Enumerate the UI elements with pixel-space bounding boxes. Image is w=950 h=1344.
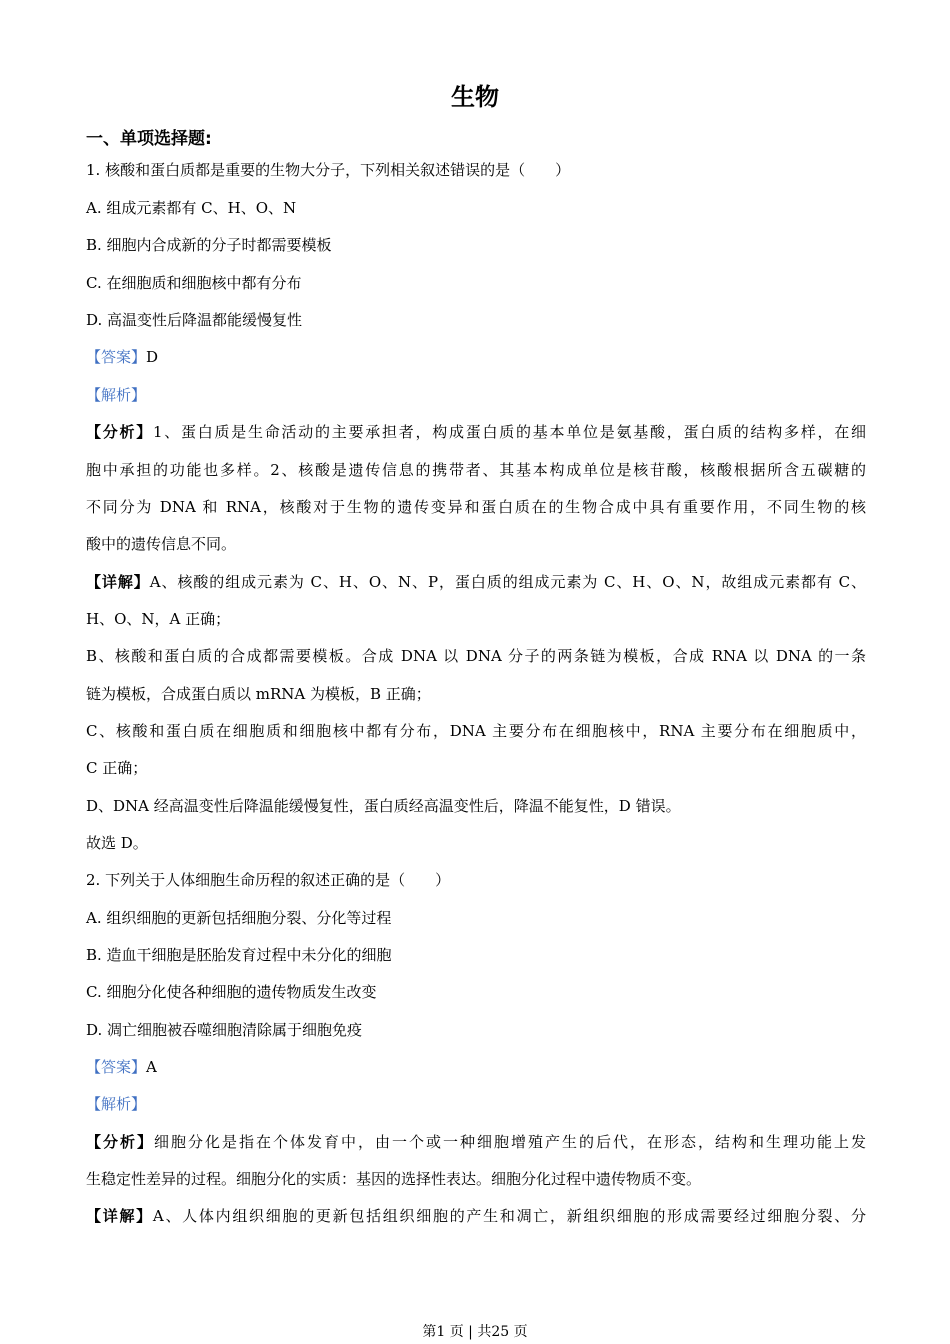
question-1-xiangjie-line: 故选 D。 bbox=[86, 834, 148, 852]
question-1-xiangjie-line bbox=[86, 569, 866, 595]
question-1-stem: 1. 核酸和蛋白质都是重要的生物大分子，下列相关叙述错误的是（ ） bbox=[86, 161, 571, 179]
question-1-fenxi-line bbox=[86, 419, 866, 445]
xiangjie-text: A、人体内组织细胞的更新包括组织细胞的产生和凋亡，新组织细胞的形成需要经过细胞分裂、分 bbox=[152, 1207, 866, 1225]
question-2-fenxi-line: 生稳定性差异的过程。细胞分化的实质：基因的选择性表达。细胞分化过程中遗传物质不变。 bbox=[86, 1170, 702, 1188]
question-1-xiangjie-line: C、核酸和蛋白质在细胞质和细胞核中都有分布，DNA 主要分布在细胞核中，RNA 主要分布在细胞质中， bbox=[86, 722, 866, 740]
question-1-analysis-label: 【解析】 bbox=[86, 386, 147, 404]
question-2-analysis-label: 【解析】 bbox=[86, 1095, 147, 1113]
question-1-option-c: C. 在细胞质和细胞核中都有分布 bbox=[86, 274, 302, 292]
answer-label: 【答案】 bbox=[86, 348, 147, 366]
question-1-xiangjie-line: H、O、N，A 正确； bbox=[86, 610, 231, 628]
xiangjie-text: A、核酸的组成元素为 C、H、O、N、P，蛋白质的组成元素为 C、H、O、N，故组成元素都有 C、 bbox=[149, 573, 866, 591]
xiangjie-label: 【详解】 bbox=[86, 1207, 153, 1225]
question-2-stem: 2. 下列关于人体细胞生命历程的叙述正确的是（ ） bbox=[86, 871, 451, 889]
fenxi-text: 细胞分化是指在个体发育中，由一个或一种细胞增殖产生的后代，在形态，结构和生理功能上发 bbox=[154, 1133, 866, 1151]
question-1-answer bbox=[86, 344, 866, 370]
question-2-option-b: B. 造血干细胞是胚胎发育过程中未分化的细胞 bbox=[86, 946, 392, 964]
question-1-option-b: B. 细胞内合成新的分子时都需要模板 bbox=[86, 236, 332, 254]
question-2-option-a: A. 组织细胞的更新包括细胞分裂、分化等过程 bbox=[86, 909, 392, 927]
answer-value: A bbox=[146, 1058, 157, 1076]
question-1-fenxi-line: 胞中承担的功能也多样。2、核酸是遗传信息的携带者、其基本构成单位是核苷酸，核酸根据所含五碳糖的 bbox=[86, 461, 866, 479]
fenxi-label: 【分析】 bbox=[86, 1133, 154, 1151]
question-1-fenxi-line: 不同分为 DNA 和 RNA，核酸对于生物的遗传变异和蛋白质在的生物合成中具有重要作用，不同生物的核 bbox=[86, 498, 866, 516]
section-heading: 一、单项选择题: bbox=[86, 129, 212, 149]
question-2-answer bbox=[86, 1054, 866, 1080]
fenxi-text: 1、蛋白质是生命活动的主要承担者，构成蛋白质的基本单位是氨基酸，蛋白质的结构多样，在细 bbox=[153, 423, 866, 441]
answer-value: D bbox=[146, 348, 159, 366]
question-2-option-c: C. 细胞分化使各种细胞的遗传物质发生改变 bbox=[86, 983, 377, 1001]
page-footer: 第1 页 | 共25 页 bbox=[422, 1324, 528, 1340]
question-1-option-d: D. 高温变性后降温都能缓慢复性 bbox=[86, 311, 303, 329]
question-1-xiangjie-line: C 正确； bbox=[86, 759, 148, 777]
xiangjie-label: 【详解】 bbox=[86, 573, 150, 591]
question-1-option-a: A. 组成元素都有 C、H、O、N bbox=[86, 199, 297, 217]
question-1-xiangjie-line: 链为模板，合成蛋白质以 mRNA 为模板，B 正确； bbox=[86, 685, 431, 703]
question-2-xiangjie-line bbox=[86, 1203, 866, 1229]
question-1-fenxi-line: 酸中的遗传信息不同。 bbox=[86, 535, 237, 553]
question-2-fenxi-line bbox=[86, 1129, 866, 1155]
question-1-xiangjie-line: B、核酸和蛋白质的合成都需要模板。合成 DNA 以 DNA 分子的两条链为模板，合成 RNA 以 DNA 的一条 bbox=[86, 647, 866, 665]
page-title: 生物 bbox=[451, 83, 499, 111]
answer-label: 【答案】 bbox=[86, 1058, 147, 1076]
question-2-option-d: D. 凋亡细胞被吞噬细胞清除属于细胞免疫 bbox=[86, 1021, 363, 1039]
fenxi-label: 【分析】 bbox=[86, 423, 153, 441]
question-1-xiangjie-line: D、DNA 经高温变性后降温能缓慢复性，蛋白质经高温变性后，降温不能复性，D 错误。 bbox=[86, 797, 681, 815]
